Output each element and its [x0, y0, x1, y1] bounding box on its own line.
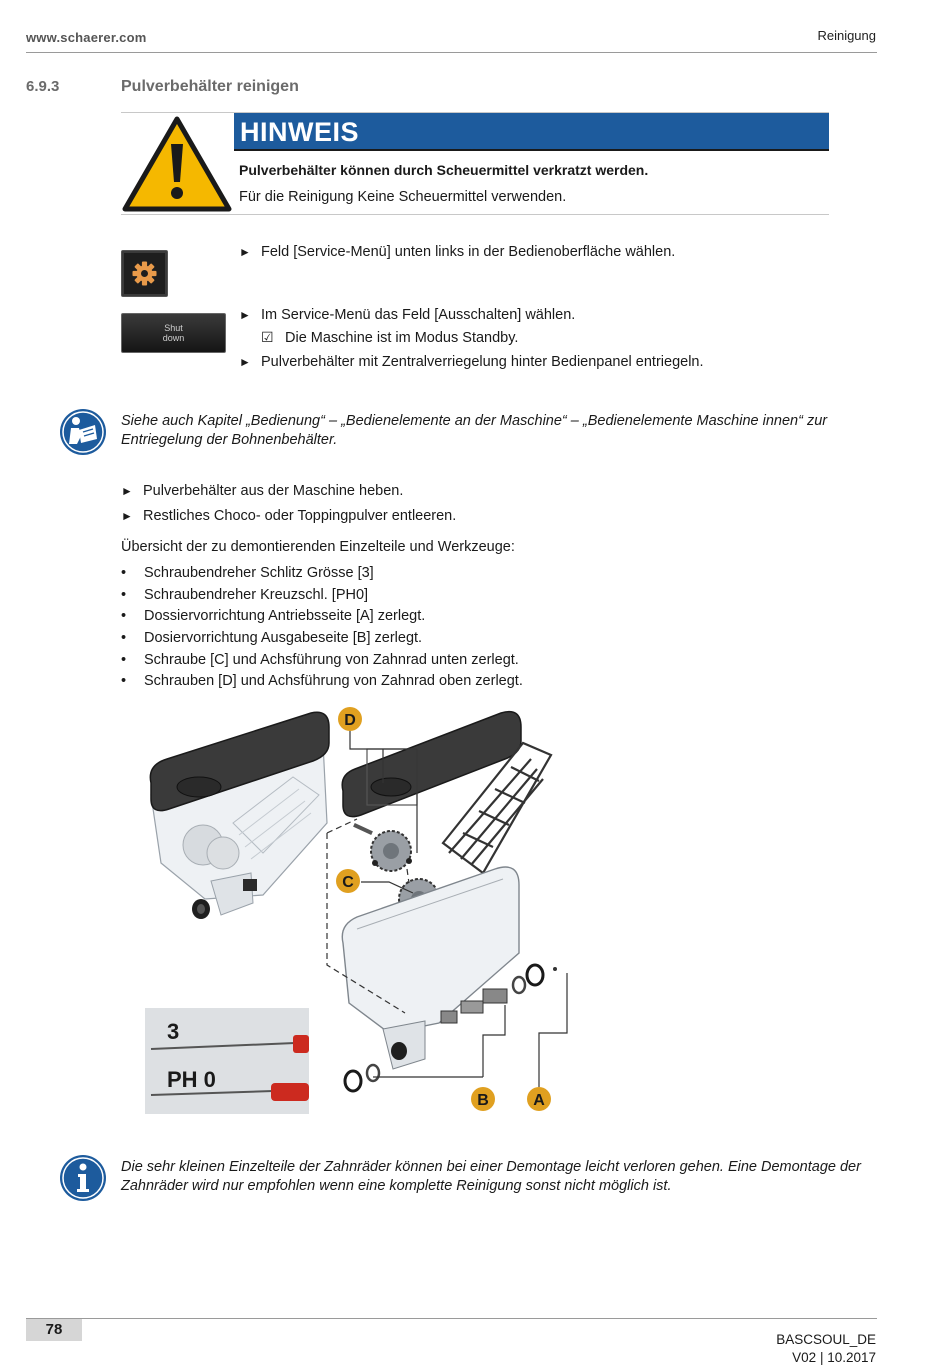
callout-c	[336, 869, 360, 893]
gear-icon	[122, 251, 167, 296]
notice-text: Für die Reinigung Keine Scheuermittel verwenden.	[239, 189, 567, 205]
svg-text:C: C	[342, 874, 354, 891]
header-chapter: Reinigung	[817, 28, 876, 43]
step-2-result: ☑ Die Maschine ist im Modus Standby.	[261, 329, 519, 346]
callout-b	[471, 1087, 495, 1111]
step-4: ► Pulverbehälter aus der Maschine heben.	[121, 483, 404, 499]
list-item: • Dossiervorrichtung Antriebsseite [A] zerlegt.	[121, 608, 426, 625]
list-item: • Dosiervorrichtung Ausgabeseite [B] zerlegt.	[121, 630, 423, 647]
svg-text:B: B	[477, 1092, 489, 1109]
arrow-right-icon: ►	[121, 484, 133, 498]
notice-label: HINWEIS	[240, 117, 360, 147]
step-1: ► Feld [Service-Menü] unten links in der Bedienoberfläche wählen.	[239, 244, 676, 260]
header-divider	[26, 52, 877, 53]
step-5: ► Restliches Choco- oder Toppingpulver entleeren.	[121, 508, 457, 524]
arrow-right-icon: ►	[239, 308, 251, 322]
page-number: 78	[45, 1321, 63, 1338]
footer-version: V02 | 10.2017	[792, 1350, 876, 1365]
footer-divider	[26, 1318, 877, 1319]
callout-a	[527, 1087, 551, 1111]
svg-text:A: A	[533, 1092, 545, 1109]
shutdown-button-label: Shut down	[162, 323, 185, 343]
svg-text:D: D	[344, 712, 356, 729]
arrow-right-icon: ►	[239, 245, 251, 259]
notice-bottom-rule	[121, 214, 829, 215]
section-number: 6.9.3	[26, 78, 60, 95]
parts-list	[121, 564, 523, 694]
callout-d	[338, 707, 362, 731]
notice-bold-text: Pulverbehälter können durch Scheuermittel verkratzt werden.	[239, 162, 649, 178]
list-item: • Schrauben [D] und Achsführung von Zahnrad oben zerlegt.	[121, 673, 523, 690]
service-menu-button	[121, 250, 168, 297]
reference-note: Siehe auch Kapitel „Bedienung“ – „Bedienelemente an der Maschine“ – „Bedienelemente Maschine innen“ zur Entriegelung der Bohnenbehälter.	[121, 413, 828, 448]
info-note: Die sehr kleinen Einzelteile der Zahnräder können bei einer Demontage leicht verloren gehen. Eine Demontage der Zahnräder wird nur empfohlen wenn eine komplette Reinigung sonst nicht möglich ist.	[121, 1159, 861, 1194]
list-item: • Schraubendreher Schlitz Grösse [3]	[121, 565, 374, 581]
check-box-icon: ☑	[261, 329, 274, 345]
footer-document-id: BASCSOUL_DE	[776, 1332, 876, 1347]
section-title: Pulverbehälter reinigen	[121, 78, 299, 95]
tools-inset	[145, 1008, 309, 1114]
tool-label-ph0: PH 0	[167, 1067, 216, 1092]
exploded-view-figure	[143, 703, 579, 1115]
manual-reader-icon	[59, 408, 107, 456]
info-icon	[59, 1154, 107, 1202]
warning-triangle-icon	[122, 116, 232, 212]
step-2: ► Im Service-Menü das Feld [Ausschalten] wählen.	[239, 307, 576, 323]
list-item: • Schraubendreher Kreuzschl. [PH0]	[121, 586, 369, 603]
arrow-right-icon: ►	[239, 355, 251, 369]
tool-label-3: 3	[167, 1019, 180, 1044]
parts-intro: Übersicht der zu demontierenden Einzelteile und Werkzeuge:	[121, 539, 515, 555]
step-3: ► Pulverbehälter mit Zentralverriegelung hinter Bedienpanel entriegeln.	[239, 354, 704, 370]
list-item: • Schraube [C] und Achsführung von Zahnrad unten zerlegt.	[121, 651, 519, 668]
header-website: www.schaerer.com	[26, 30, 147, 45]
arrow-right-icon: ►	[121, 509, 133, 523]
